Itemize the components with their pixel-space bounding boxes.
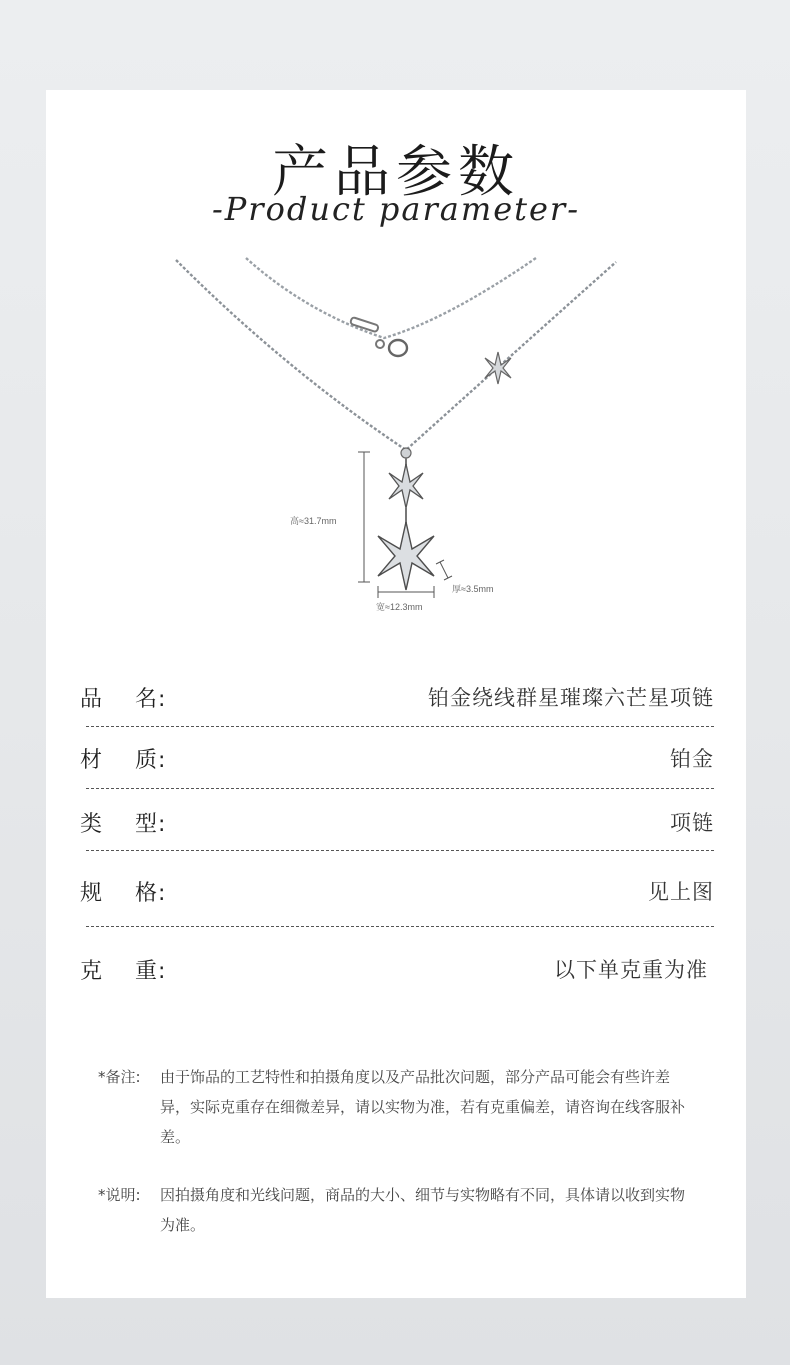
spec-value: 以下单克重为准 [554, 958, 708, 982]
height-dimension-label: 高≈31.7mm [290, 516, 337, 526]
note-explanation [98, 1180, 698, 1240]
necklace-chain-back [246, 258, 536, 338]
spec-row-material [80, 743, 714, 783]
thickness-dimension-label: 厚≈3.5mm [452, 584, 494, 594]
divider [86, 926, 714, 927]
star-pendant-large [378, 522, 434, 590]
spec-value: 见上图 [648, 880, 714, 904]
note-label: *备注: [98, 1068, 141, 1086]
spec-label: 规 格: [80, 881, 167, 906]
note-label: *说明: [98, 1186, 141, 1204]
spec-value: 铂金 [670, 747, 714, 771]
product-parameter-card [46, 90, 746, 1298]
spec-label: 材 质: [80, 748, 167, 773]
star-pendant-small [485, 352, 511, 384]
note-remark [98, 1062, 698, 1152]
note-text: 因拍摄角度和光线问题，商品的大小、细节与实物略有不同，具体请以收到实物为准。 [160, 1186, 686, 1234]
spec-row-weight [80, 954, 714, 994]
spec-row-type [80, 807, 714, 847]
page-subtitle: -Product parameter- [211, 190, 581, 228]
chain-bead [401, 448, 411, 458]
spec-value: 铂金绕线群星璀璨六芒星项链 [428, 686, 714, 710]
divider [86, 850, 714, 851]
spec-label: 克 重: [80, 959, 167, 984]
divider [86, 726, 714, 727]
necklace-clasp [350, 317, 407, 356]
spec-row-size [80, 876, 714, 916]
spec-row-name [80, 682, 714, 722]
width-dimension-label: 宽≈12.3mm [376, 602, 423, 612]
spec-label: 类 型: [80, 812, 167, 837]
necklace-product-image [146, 250, 646, 620]
spec-label: 品 名: [80, 687, 167, 712]
page-title: 产品参数 [272, 140, 520, 205]
note-text: 由于饰品的工艺特性和拍摄角度以及产品批次问题，部分产品可能会有些许差异，实际克重存在细微差异，请以实物为准，若有克重偏差，请咨询在线客服补差。 [160, 1068, 686, 1146]
divider [86, 788, 714, 789]
spec-value: 项链 [670, 811, 714, 835]
star-pendant-middle [389, 464, 423, 508]
